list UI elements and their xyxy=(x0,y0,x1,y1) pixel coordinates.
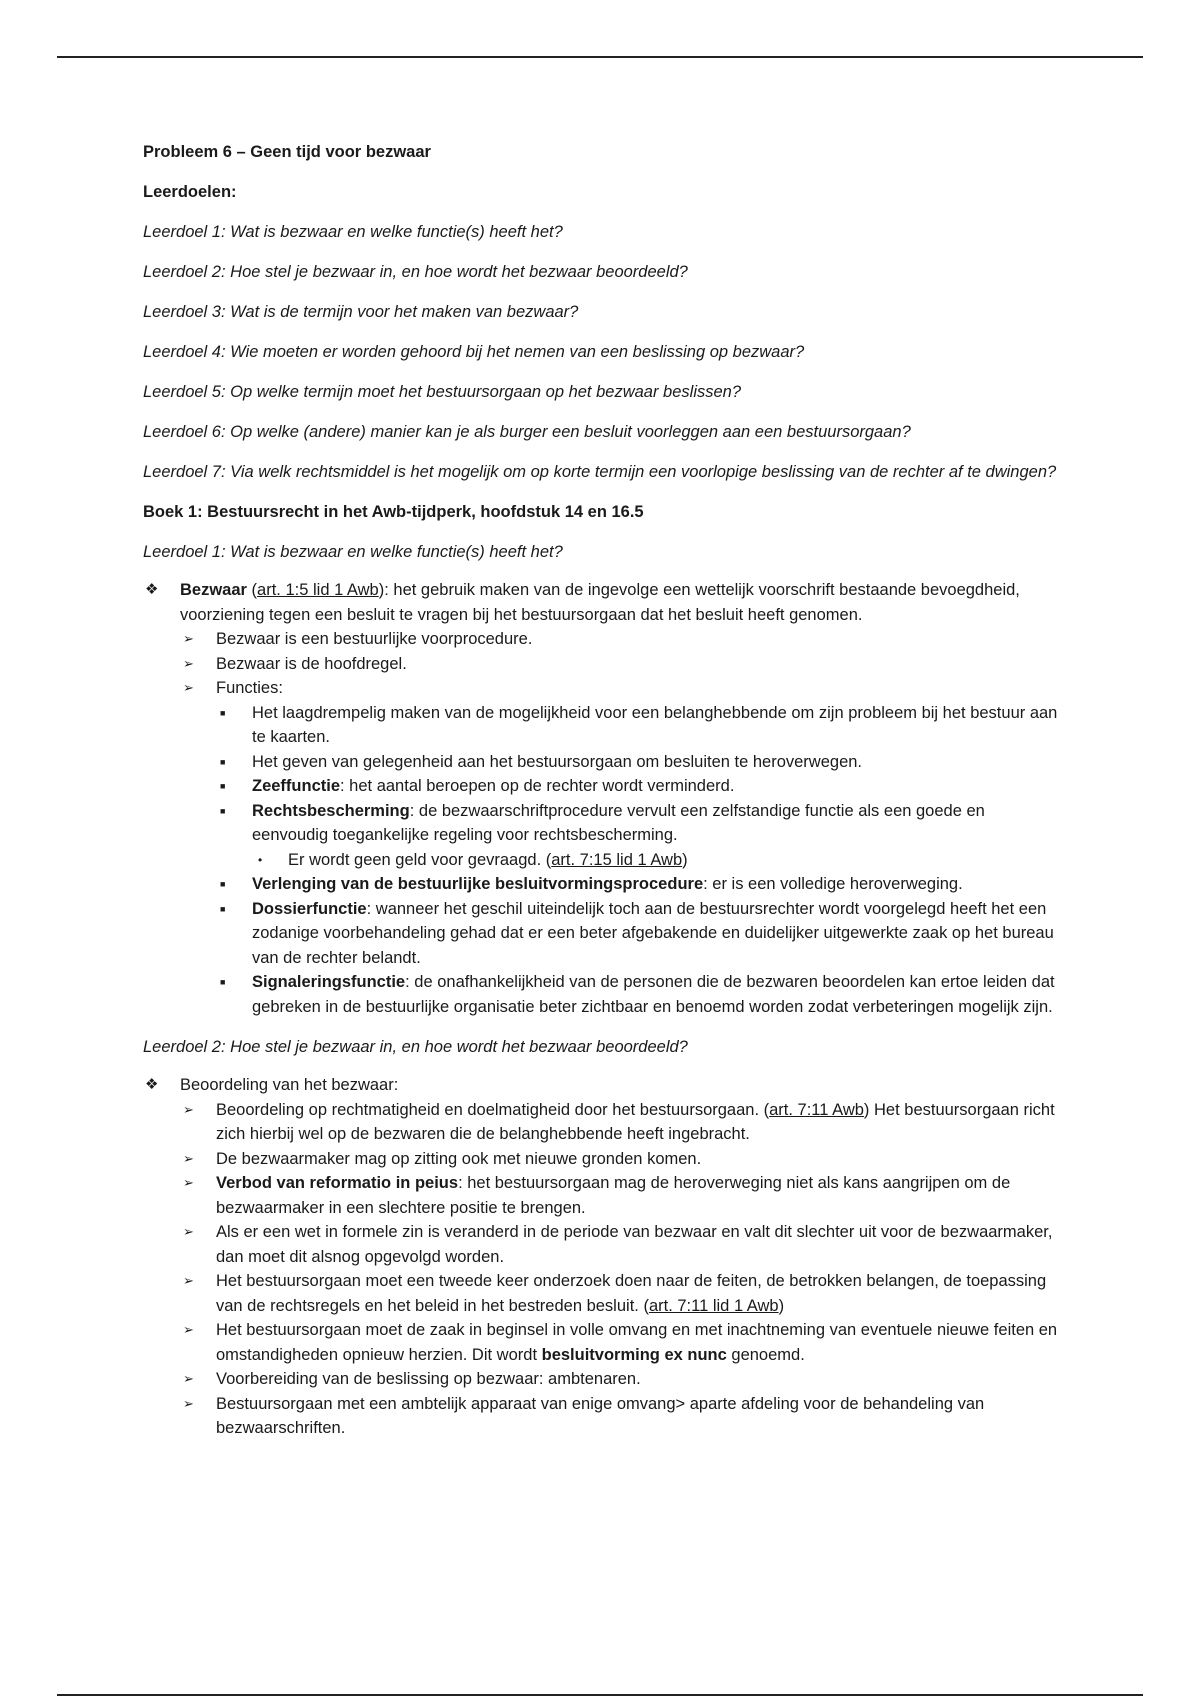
list-item: ➢ Functies: ■ Het laagdrempelig maken van de mogelijkheid voor een belanghebbende om zijn probleem bij het bestuur aan te kaarten. ■ Het geven van gelegenheid aan het bestuursorgaan om besluiten te heroverwegen. ■ Zeeffunctie: het aantal beroepen op de rechter wordt verminderd. ■ Rechtsbescherming: de bezwaarschriftprocedure vervult een zelfstandige functie als een goede en eenvoudig toegankelijke regeling voor rechtsbescherming. • Er wordt geen geld voor gevraagd. (art. 7:15 lid 1 Awb) ■ Verlenging van de bestuurlijke besluitvormingsprocedure: er is een volledige heroverweging. ■ Dossierfunctie: wanneer het geschil uiteindelijk toch aan de bestuursrechter wordt voorgelegd heeft het een zodanige voorbehandeling gehad dat er een beter afgebakende en duidelijker uitgewerkte zaak op het bureau van de rechter belandt. ■ Signaleringsfunctie: de onafhankelijkheid van de personen die de bezwaren beoordelen kan ertoe leiden dat gebreken in de bestuurlijke organisatie beter zichtbaar en benoemd worden zodat verbeteringen mogelijk zijn. xyxy=(180,676,1063,1019)
arrow-bullet-icon: ➢ xyxy=(183,1273,194,1288)
article-reference: art. 7:15 lid 1 Awb xyxy=(551,850,683,869)
leerdoel-6: Leerdoel 6: Op welke (andere) manier kan je als burger een besluit voorleggen aan een bestuursorgaan? xyxy=(143,423,911,441)
list-item: ➢ Het bestuursorgaan moet een tweede keer onderzoek doen naar de feiten, de betrokken belangen, de toepassing van de rechtsregels en het beleid in het bestreden besluit. (art. 7:11 lid 1 Awb) xyxy=(180,1269,1063,1318)
diamond-bullet-icon: ❖ xyxy=(145,1076,159,1093)
list-item: ■ Signaleringsfunctie: de onafhankelijkheid van de personen die de bezwaren beoordelen kan ertoe leiden dat gebreken in de bestuurlijke organisatie beter zichtbaar en benoemd worden zodat verbeteringen mogelijk zijn. xyxy=(216,970,1063,1019)
list-item: ■ Het geven van gelegenheid aan het bestuursorgaan om besluiten te heroverwegen. xyxy=(216,750,1063,775)
list-item: ➢ Het bestuursorgaan moet de zaak in beginsel in volle omvang en met inachtneming van eventuele nieuwe feiten en omstandigheden opnieuw herzien. Dit wordt besluitvorming ex nunc genoemd. xyxy=(180,1318,1063,1367)
article-reference: art. 7:11 Awb xyxy=(769,1100,864,1119)
list-item: ➢ De bezwaarmaker mag op zitting ook met nieuwe gronden komen. xyxy=(180,1147,1063,1172)
arrow-bullet-icon: ➢ xyxy=(183,1371,194,1386)
page-title: Probleem 6 – Geen tijd voor bezwaar xyxy=(143,143,431,161)
diamond-bullet-icon: ❖ xyxy=(145,581,159,598)
leerdoel-7: Leerdoel 7: Via welk rechtsmiddel is het mogelijk om op korte termijn een voorlopige beslissing van de rechter af te dwingen? xyxy=(143,463,1057,481)
section2-list xyxy=(143,1073,1063,1441)
square-bullet-icon: ■ xyxy=(220,781,226,791)
square-bullet-icon: ■ xyxy=(220,977,226,987)
list-item: ➢ Bestuursorgaan met een ambtelijk apparaat van enige omvang> aparte afdeling voor de behandeling van bezwaarschriften. xyxy=(180,1392,1063,1441)
definition-term: Bezwaar xyxy=(180,581,247,599)
list-item: ■ Rechtsbescherming: de bezwaarschriftprocedure vervult een zelfstandige functie als een goede en eenvoudig toegankelijke regeling voor rechtsbescherming. • Er wordt geen geld voor gevraagd. (art. 7:15 lid 1 Awb) xyxy=(216,799,1063,873)
square-bullet-icon: ■ xyxy=(220,903,226,914)
square-bullet-icon: ■ xyxy=(220,805,226,816)
article-reference: art. 1:5 lid 1 Awb xyxy=(257,581,379,599)
definition-text: ): het gebruik maken van de ingevolge een wettelijk voorschrift bestaande bevoegdheid, voorziening tegen een besluit te vragen bij het bestuursorgaan dat het besluit heeft genomen. xyxy=(180,581,1020,624)
arrow-bullet-icon: ➢ xyxy=(183,1395,194,1411)
list-item: ➢ Bezwaar is de hoofdregel. xyxy=(180,652,1063,677)
book-heading: Boek 1: Bestuursrecht in het Awb-tijdperk, hoofdstuk 14 en 16.5 xyxy=(143,503,644,521)
list-item: ■ Zeeffunctie: het aantal beroepen op de rechter wordt verminderd. xyxy=(216,774,1063,799)
header-rule xyxy=(57,56,1143,58)
section1-list xyxy=(143,578,1063,1019)
leerdoel-1: Leerdoel 1: Wat is bezwaar en welke functie(s) heeft het? xyxy=(143,223,563,241)
square-bullet-icon: ■ xyxy=(220,707,226,718)
leerdoelen-heading: Leerdoelen: xyxy=(143,183,237,201)
section2-goal: Leerdoel 2: Hoe stel je bezwaar in, en hoe wordt het bezwaar beoordeeld? xyxy=(143,1038,688,1056)
document-body xyxy=(143,140,1063,1441)
article-reference: art. 7:11 lid 1 Awb xyxy=(648,1296,779,1315)
list-item: ■ Dossierfunctie: wanneer het geschil uiteindelijk toch aan de bestuursrechter wordt voorgelegd heeft het een zodanige voorbehandeling gehad dat er een beter afgebakende en duidelijker uitgewerkte zaak op het bureau van de rechter belandt. xyxy=(216,897,1063,971)
list-item: • Er wordt geen geld voor gevraagd. (art. 7:15 lid 1 Awb) xyxy=(252,848,1063,873)
arrow-bullet-icon: ➢ xyxy=(183,1175,194,1190)
square-bullet-icon: ■ xyxy=(220,756,226,767)
list-item: ➢ Voorbereiding van de beslissing op bezwaar: ambtenaren. xyxy=(180,1367,1063,1392)
footer-rule xyxy=(57,1694,1143,1696)
list-item: ❖ Beoordeling van het bezwaar: ➢ Beoordeling op rechtmatigheid en doelmatigheid door het bestuursorgaan. (art. 7:11 Awb) Het bestuursorgaan richt zich hierbij wel op de bezwaren die de belanghebbende heeft ingebracht. ➢ De bezwaarmaker mag op zitting ook met nieuwe gronden komen. ➢ Verbod van reformatio in peius: het bestuursorgaan mag de heroverweging niet als kans aangrijpen om de bezwaarmaker in een slechtere positie te brengen. ➢ Als er een wet in formele zin is veranderd in de periode van bezwaar en valt dit slechter uit voor de bezwaarmaker, dan moet dit alsnog opgevolgd worden. ➢ Het bestuursorgaan moet een tweede keer onderzoek doen naar de feiten, de betrokken belangen, de toepassing van de rechtsregels en het beleid in het bestreden besluit. (art. 7:11 lid 1 Awb) ➢ Het bestuursorgaan moet de zaak in beginsel in volle omvang en met inachtneming van eventuele nieuwe feiten en omstandigheden opnieuw herzien. Dit wordt besluitvorming ex nunc genoemd. ➢ Voorbereiding van de beslissing op bezwaar: ambtenaren. ➢ Bestuursorgaan met een ambtelijk apparaat van enige omvang> aparte afdeling voor de behandeling van bezwaarschriften. xyxy=(143,1073,1063,1441)
square-bullet-icon: ■ xyxy=(220,879,226,889)
section1-goal: Leerdoel 1: Wat is bezwaar en welke functie(s) heeft het? xyxy=(143,543,563,561)
arrow-bullet-icon: ➢ xyxy=(183,1150,194,1166)
list-item: ➢ Als er een wet in formele zin is veranderd in de periode van bezwaar en valt dit slechter uit voor de bezwaarmaker, dan moet dit alsnog opgevolgd worden. xyxy=(180,1220,1063,1269)
leerdoel-2: Leerdoel 2: Hoe stel je bezwaar in, en hoe wordt het bezwaar beoordeeld? xyxy=(143,263,688,281)
arrow-bullet-icon: ➢ xyxy=(183,1101,194,1117)
list-item: ➢ Beoordeling op rechtmatigheid en doelmatigheid door het bestuursorgaan. (art. 7:11 Awb) Het bestuursorgaan richt zich hierbij wel op de bezwaren die de belanghebbende heeft ingebracht. xyxy=(180,1098,1063,1147)
arrow-bullet-icon: ➢ xyxy=(183,680,194,695)
dot-bullet-icon: • xyxy=(258,852,263,867)
leerdoel-3: Leerdoel 3: Wat is de termijn voor het maken van bezwaar? xyxy=(143,303,579,321)
list-item: ➢ Bezwaar is een bestuurlijke voorprocedure. xyxy=(180,627,1063,652)
list-item: ❖ Bezwaar (art. 1:5 lid 1 Awb): het gebruik maken van de ingevolge een wettelijk voorschrift bestaande bevoegdheid, voorziening tegen een besluit te vragen bij het bestuursorgaan dat het besluit heeft genomen. ➢ Bezwaar is een bestuurlijke voorprocedure. ➢ Bezwaar is de hoofdregel. ➢ Functies: ■ Het laagdrempelig maken van de mogelijkheid voor een belanghebbende om zijn probleem bij het bestuur aan te kaarten. ■ Het geven van gelegenheid aan het bestuursorgaan om besluiten te heroverwegen. ■ Zeeffunctie: het aantal beroepen op de rechter wordt verminderd. ■ Rechtsbescherming: de bezwaarschriftprocedure vervult een zelfstandige functie als een goede en eenvoudig toegankelijke regeling voor rechtsbescherming. • Er wordt geen geld voor gevraagd. (art. 7:15 lid 1 Awb) ■ Verlenging van de bestuurlijke besluitvormingsprocedure: er is een volledige heroverweging. ■ Dossierfunctie: wanneer het geschil uiteindelijk toch aan de bestuursrechter wordt voorgelegd heeft het een zodanige voorbehandeling gehad dat er een beter afgebakende en duidelijker uitgewerkte zaak op het bureau van de rechter belandt. ■ Signaleringsfunctie: de onafhankelijkheid van de personen die de bezwaren beoordelen kan ertoe leiden dat gebreken in de bestuurlijke organisatie beter zichtbaar en benoemd worden zodat verbeteringen mogelijk zijn. xyxy=(143,578,1063,1019)
leerdoel-5: Leerdoel 5: Op welke termijn moet het bestuursorgaan op het bezwaar beslissen? xyxy=(143,383,742,401)
arrow-bullet-icon: ➢ xyxy=(183,655,194,671)
leerdoel-4: Leerdoel 4: Wie moeten er worden gehoord bij het nemen van een beslissing op bezwaar? xyxy=(143,343,805,361)
arrow-bullet-icon: ➢ xyxy=(183,631,194,646)
arrow-bullet-icon: ➢ xyxy=(183,1224,194,1239)
list-item: ■ Verlenging van de bestuurlijke besluitvormingsprocedure: er is een volledige heroverweging. xyxy=(216,872,1063,897)
list-item: ■ Het laagdrempelig maken van de mogelijkheid voor een belanghebbende om zijn probleem bij het bestuur aan te kaarten. xyxy=(216,701,1063,750)
arrow-bullet-icon: ➢ xyxy=(183,1322,194,1337)
list-item: ➢ Verbod van reformatio in peius: het bestuursorgaan mag de heroverweging niet als kans aangrijpen om de bezwaarmaker in een slechtere positie te brengen. xyxy=(180,1171,1063,1220)
